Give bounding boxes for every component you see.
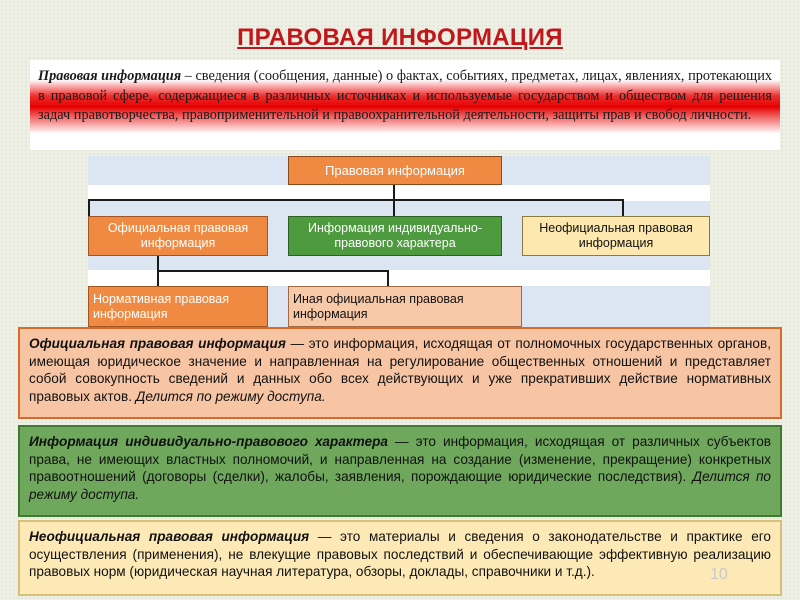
page-number: 10 — [710, 566, 728, 583]
connector-line — [88, 199, 624, 201]
individual-info-panel — [18, 425, 782, 517]
connector-line — [157, 270, 389, 272]
official-info-panel — [18, 327, 782, 419]
panel-term: Неофициальная правовая информация — [29, 529, 310, 544]
other-official-info-box: Иная официальная правовая информация — [288, 286, 522, 327]
panel-note: Делится по режиму доступа. — [29, 469, 771, 502]
panel-term: Официальная правовая информация — [29, 336, 286, 351]
definition-text: – сведения (сообщения, данные) о фактах, событиях, предметах, лицах, явлениях, протекающих в правовой сфере, содержащиеся в различных источниках и используемые государством и обществом для решения задач правотворчества, правоприменительной и правоохранительной деятельности, защиты прав и свобод личности. — [38, 68, 772, 123]
unofficial-info-box: Неофициальная правовая информация — [522, 216, 710, 256]
individual-info-box: Информация индивидуально-правового характера — [288, 216, 502, 256]
connector-line — [88, 199, 90, 216]
definition-term: Правовая информация — [38, 68, 182, 84]
panel-note: Делится по режиму доступа. — [135, 388, 326, 404]
diagram-root-box: Правовая информация — [288, 156, 502, 185]
normative-info-box: Нормативная правовая информация — [88, 286, 268, 327]
connector-line — [622, 199, 624, 216]
connector-line — [393, 199, 395, 216]
unofficial-info-panel — [18, 520, 782, 596]
definition-block — [30, 60, 780, 150]
panel-text: — это информация, исходящая от полномочных государственных органов, имеющая юридическое значение и направленная на регулирование общественных отношений и представляет собой совокупность сведений и данных обо всех действующих и уже прекративших действие нормативных правовых актов. — [29, 336, 771, 404]
official-info-box: Официальная правовая информация — [88, 216, 268, 256]
panel-text: — это материалы и сведения о законодательстве и практике его осуществления (применения), не влекущие правовых последствий и обеспечивающие эффективную реализацию правовых норм (юридическая научная литература, обзоры, доклады, справочники и т.д.). — [29, 529, 771, 579]
panel-term: Информация индивидуально-правового характера — [29, 434, 388, 449]
panel-text: — это информация, исходящая от различных субъектов права, не имеющих властных полномочий, и направленная на создание (изменение, прекращение) конкретных правоотношений (договоры (сделки), жалобы, заявления, порождающие юридические последствия). — [29, 434, 771, 484]
slide-title: ПРАВОВАЯ ИНФОРМАЦИЯ — [237, 24, 563, 51]
connector-line — [393, 185, 395, 200]
connector-line — [387, 270, 389, 286]
diagram-band — [88, 270, 710, 286]
